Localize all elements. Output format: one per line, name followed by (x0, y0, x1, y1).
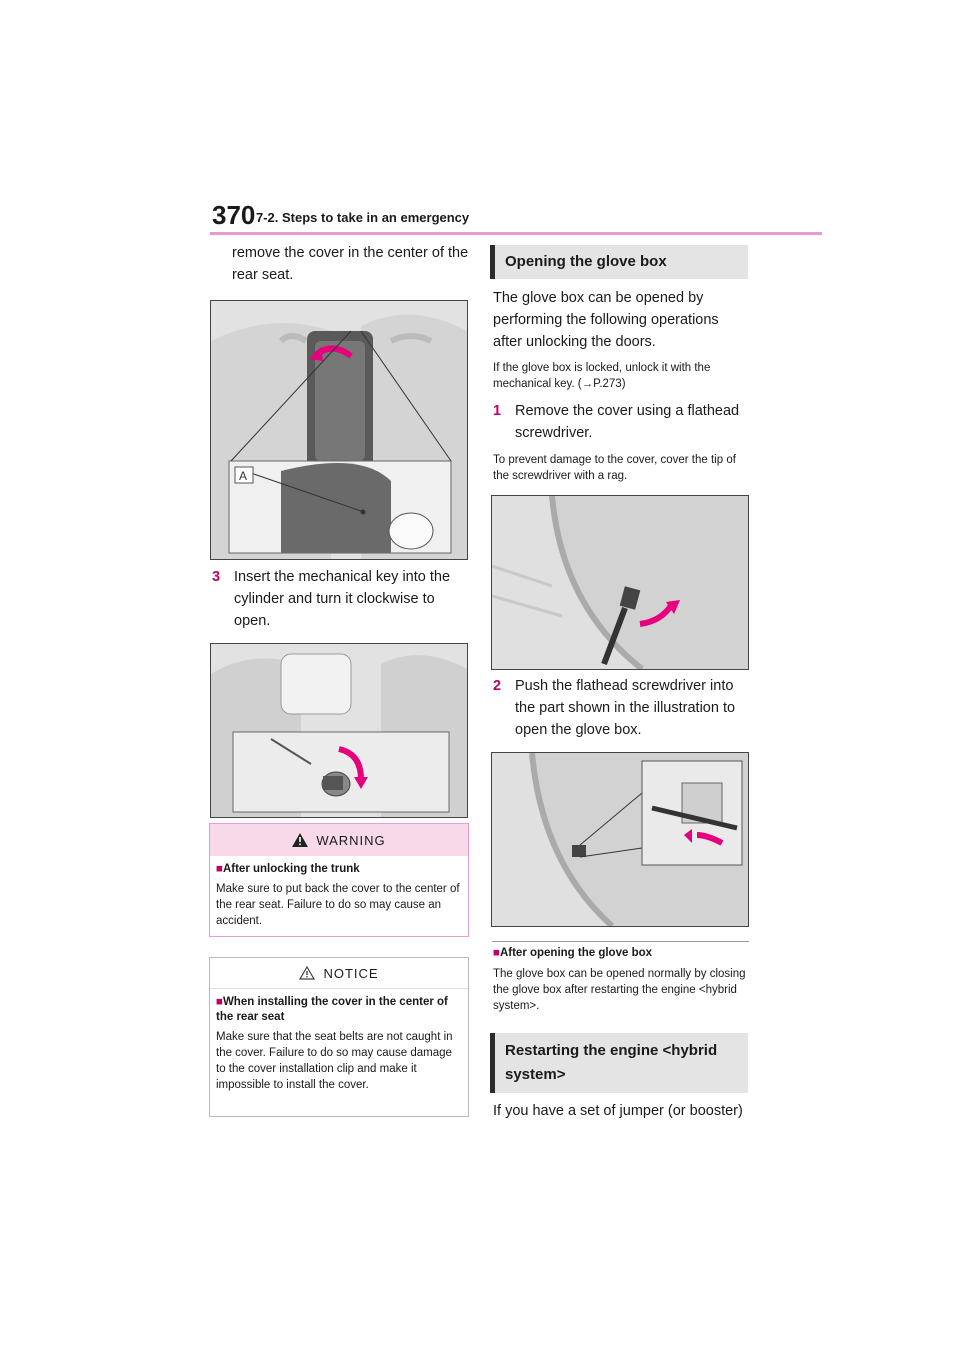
glove-box-intro: The glove box can be opened by performing the following operations after unlocking the doors. (493, 290, 719, 350)
section-title: 7-2. Steps to take in an emergency (256, 210, 470, 225)
key-cylinder-illustration (210, 643, 468, 818)
notice-title: ■When installing the cover in the center of the rear seat (216, 996, 448, 1023)
restart-intro: If you have a set of jumper (or booster) (493, 1103, 743, 1119)
rear-seat-cover-illustration (210, 300, 468, 560)
notice-header (210, 958, 468, 989)
step-2 (493, 675, 751, 741)
step-1 (493, 400, 751, 444)
notice-box (209, 957, 469, 1117)
warning-header (210, 824, 468, 856)
warning-triangle-icon (292, 833, 308, 847)
heading-opening-glove-box: Opening the glove box (490, 245, 748, 279)
warning-text: Make sure to put back the cover to the center of the rear seat. Failure to do so may cause an accident. (216, 883, 460, 927)
step-3 (212, 566, 470, 632)
notice-label: NOTICE (323, 965, 379, 981)
callout-a: A (239, 469, 248, 483)
notice-text: Make sure that the seat belts are not caught in the cover. Failure to do so may cause damage to the cover installation clip and make it impossible to install the cover. (216, 1031, 453, 1091)
header-rule (210, 232, 822, 235)
step-2-text: Push the flathead screwdriver into the part shown in the illustration to open the glove box. (515, 678, 736, 738)
page-number: 370 (212, 200, 256, 230)
remove-cover-illustration (491, 495, 749, 670)
warning-label: WARNING (316, 832, 386, 848)
after-opening-text: The glove box can be opened normally by closing the glove box after restarting the engine <hybrid system>. (493, 968, 746, 1012)
step-3-text: Insert the mechanical key into the cylinder and turn it clockwise to open. (234, 569, 451, 629)
step-3-number: 3 (212, 569, 221, 585)
intro-text: remove the cover in the center of the rear seat. (232, 245, 469, 283)
open-glove-box-illustration (491, 752, 749, 927)
step-2-number: 2 (493, 678, 502, 694)
heading-restarting-engine: Restarting the engine <hybrid system> (490, 1033, 748, 1093)
after-opening-title: ■After opening the glove box (493, 947, 653, 959)
warning-title: ■After unlocking the trunk (216, 863, 360, 875)
step-1-text: Remove the cover using a flathead screwdriver. (515, 403, 740, 441)
notice-triangle-icon (299, 966, 315, 980)
glove-box-lock-note: If the glove box is locked, unlock it with the mechanical key. (→P.273) (493, 362, 711, 390)
screwdriver-note: To prevent damage to the cover, cover the tip of the screwdriver with a rag. (493, 454, 736, 482)
warning-box (209, 823, 469, 937)
step-1-number: 1 (493, 403, 502, 419)
sub-section-rule (492, 941, 749, 942)
